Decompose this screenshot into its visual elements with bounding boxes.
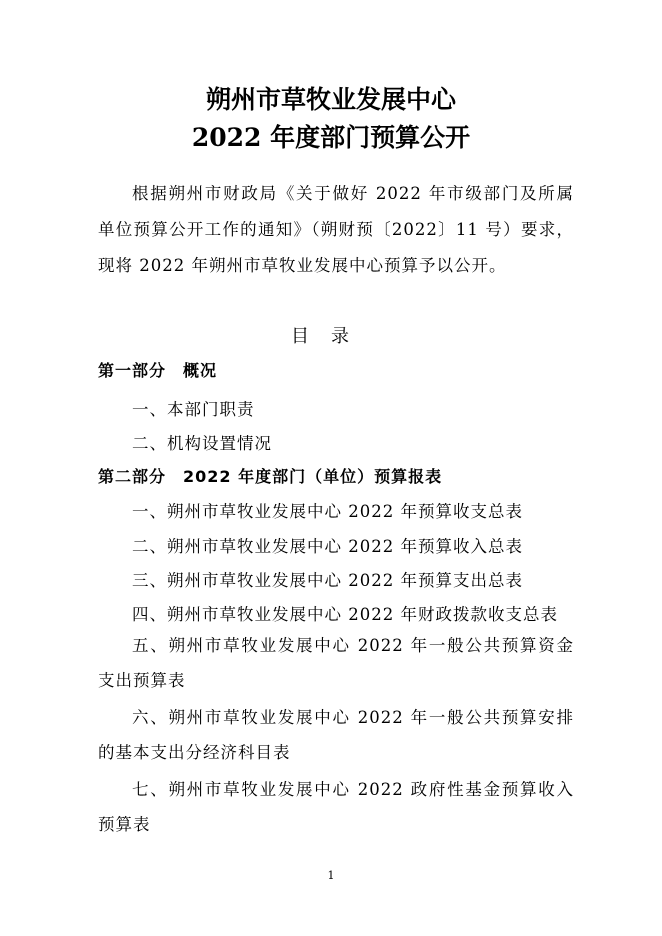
document-title-line1: 朔州市草牧业发展中心: [205, 85, 456, 114]
toc-item: 一、本部门职责: [132, 400, 255, 419]
toc-part1-heading: 第一部分 概况: [98, 361, 218, 380]
toc-item: 七、朔州市草牧业发展中心 2022 政府性基金预算收入预算表: [98, 780, 574, 834]
toc-item: 四、朔州市草牧业发展中心 2022 年财政拨款收支总表: [132, 605, 558, 624]
intro-paragraph: 根据朔州市财政局《关于做好 2022 年市级部门及所属单位预算公开工作的通知》（朔财预〔2022〕11 号）要求，现将 2022 年朔州市草牧业发展中心预算予以公开。: [98, 184, 574, 275]
toc-item: 五、朔州市草牧业发展中心 2022 年一般公共预算资金支出预算表: [98, 636, 574, 690]
page-number: 1: [327, 869, 335, 882]
toc-item: 一、朔州市草牧业发展中心 2022 年预算收支总表: [132, 502, 523, 521]
toc-item: 二、朔州市草牧业发展中心 2022 年预算收入总表: [132, 537, 523, 556]
document-title-line2: 2022 年度部门预算公开: [191, 123, 471, 152]
toc-item: 二、机构设置情况: [132, 434, 272, 453]
toc-heading: 目录: [291, 326, 371, 347]
toc-item: 六、朔州市草牧业发展中心 2022 年一般公共预算安排的基本支出分经济科目表: [98, 708, 574, 762]
toc-part2-heading: 第二部分 2022 年度部门（单位）预算报表: [98, 467, 443, 486]
toc-item: 三、朔州市草牧业发展中心 2022 年预算支出总表: [132, 571, 523, 590]
